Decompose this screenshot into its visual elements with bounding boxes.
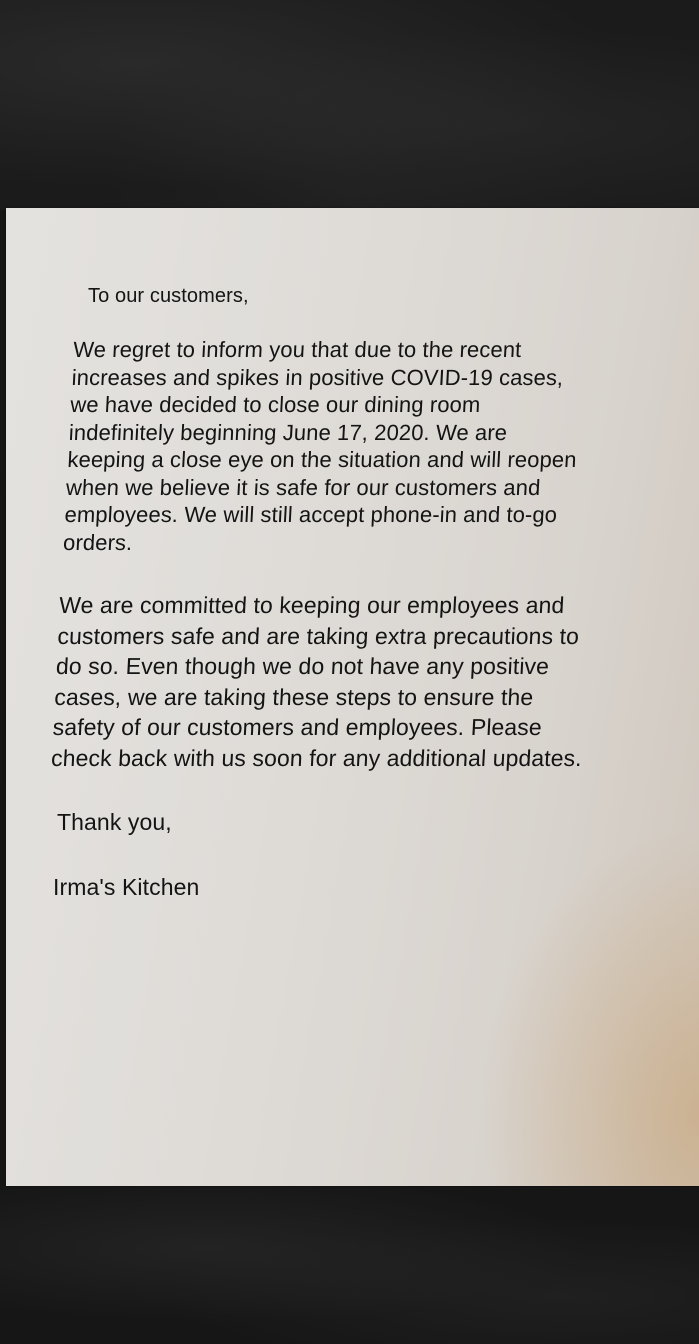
paragraph-line: indefinitely beginning June 17, 2020. We are: [68, 419, 508, 445]
paragraph-line: We regret to inform you that due to the recent: [72, 337, 523, 362]
paragraph-line: cases, we are taking these steps to ensure the: [53, 683, 535, 710]
paragraph-line: we have decided to close our dining room: [69, 392, 482, 417]
paragraph-line: employees. We will still accept phone-in and to-go: [63, 502, 558, 527]
paragraph-line: check back with us soon for any additional updates.: [50, 744, 583, 771]
paragraph-line: customers safe and are taking extra precautions to: [56, 622, 580, 649]
letter-greeting: To our customers,: [88, 285, 249, 307]
paragraph-line: when we believe it is safe for our customers and: [65, 474, 542, 500]
letter-closing: Thank you,: [57, 809, 172, 835]
letter-signature: Irma's Kitchen: [53, 874, 200, 900]
paragraph-line: keeping a close eye on the situation and will reopen: [66, 447, 578, 472]
countertop-background-bottom: [0, 1185, 699, 1344]
letter-paragraph-1: [62, 336, 583, 556]
countertop-background-top: [0, 0, 699, 210]
letter-paragraph-2: [50, 590, 590, 773]
paragraph-line: safety of our customers and employees. Please: [52, 714, 543, 740]
paragraph-line: do so. Even though we do not have any positive: [55, 653, 550, 679]
paragraph-line: increases and spikes in positive COVID-19 cases,: [71, 364, 564, 390]
paragraph-line: We are committed to keeping our employees and: [58, 592, 566, 618]
paragraph-line: orders.: [62, 529, 134, 555]
